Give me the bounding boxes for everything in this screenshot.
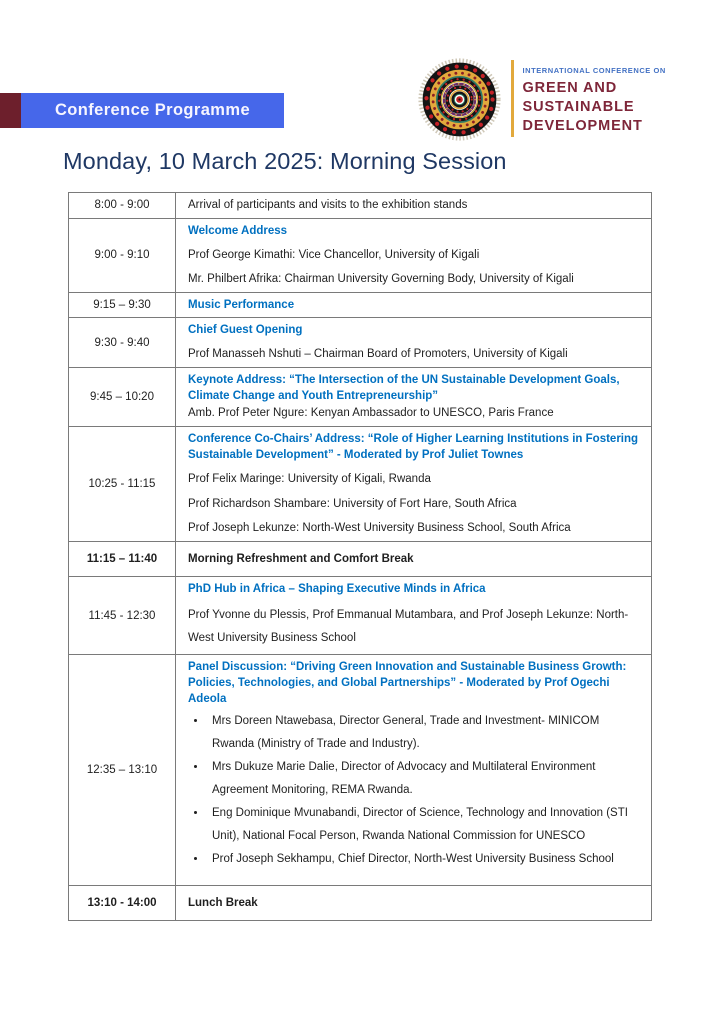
session-cell (176, 193, 652, 219)
session-title: Keynote Address: “The Intersection of the UN Sustainable Development Goals, Climate Change and Youth Entrepreneurship” (188, 373, 620, 403)
logo-name-line: DEVELOPMENT (522, 118, 643, 134)
session-text: Prof Richardson Shambare: University of Fort Hare, South Africa (188, 497, 517, 510)
schedule-row (69, 885, 652, 920)
logo-tagline: INTERNATIONAL CONFERENCE ON (522, 66, 666, 75)
session-text: Arrival of participants and visits to the exhibition stands (188, 199, 468, 211)
session-cell (176, 367, 652, 426)
time-cell: 9:45 – 10:20 (69, 367, 176, 426)
time-cell: 13:10 - 14:00 (69, 885, 176, 920)
session-title: Music Performance (188, 299, 295, 312)
session-cell (176, 318, 652, 368)
african-mandala-icon (417, 57, 502, 142)
session-cell (176, 542, 652, 577)
logo-divider (511, 60, 514, 137)
schedule-row (69, 426, 652, 541)
time-cell: 8:00 - 9:00 (69, 193, 176, 219)
banner-label: Conference Programme (54, 101, 251, 119)
speaker-bullet-item: • Mrs Dukuze Marie Dalie, Director of Advocacy and Multilateral Environment Agreement Monitoring, REMA Rwanda. (207, 756, 639, 802)
banner-accent-square (0, 93, 21, 128)
time-cell: 9:15 – 9:30 (69, 293, 176, 318)
session-cell (176, 885, 652, 920)
time-cell: 11:45 - 12:30 (69, 577, 176, 655)
session-text: Prof Joseph Lekunze: North-West University Business School, South Africa (188, 522, 571, 535)
time-cell: 9:30 - 9:40 (69, 318, 176, 368)
session-text: Prof George Kimathi: Vice Chancellor, University of Kigali (188, 248, 480, 261)
session-title: Chief Guest Opening (188, 324, 303, 337)
speaker-bullet-item: • Eng Dominique Mvunabandi, Director of Science, Technology and Innovation (STI Unit), National Focal Person, Rwanda National Commission for UNESCO (207, 802, 639, 848)
session-cell (176, 293, 652, 318)
logo-name-line: GREEN AND (522, 80, 618, 96)
schedule-row (69, 577, 652, 655)
logo-text (523, 57, 666, 136)
session-text: Mr. Philbert Afrika: Chairman University Governing Body, University of Kigali (188, 273, 574, 286)
session-text: Morning Refreshment and Comfort Break (188, 553, 414, 566)
time-cell: 12:35 – 13:10 (69, 655, 176, 885)
schedule-row (69, 193, 652, 219)
session-cell (176, 655, 652, 885)
session-text: Lunch Break (188, 896, 258, 909)
speaker-bullet-item: • Mrs Doreen Ntawebasa, Director General, Trade and Investment- MINICOM Rwanda (Ministry of Trade and Industry). (207, 710, 639, 756)
speaker-bullet-list (188, 710, 639, 871)
schedule-row (69, 293, 652, 318)
time-cell: 9:00 - 9:10 (69, 218, 176, 292)
schedule-table (68, 192, 652, 921)
schedule-row (69, 655, 652, 885)
logo-name (523, 79, 666, 136)
conference-logo (417, 57, 666, 142)
session-cell (176, 426, 652, 541)
speaker-bullet-item: • Prof Joseph Sekhampu, Chief Director, North-West University Business School (207, 848, 639, 871)
session-title: Conference Co-Chairs’ Address: “Role of Higher Learning Institutions in Fostering Sustainable Development” - Moderated by Prof Juliet Townes (188, 432, 639, 461)
session-text: Amb. Prof Peter Ngure: Kenyan Ambassador to UNESCO, Paris France (188, 407, 554, 420)
time-cell: 10:25 - 11:15 (69, 426, 176, 541)
schedule-row (69, 218, 652, 292)
conference-programme-banner (21, 93, 284, 128)
time-cell: 11:15 – 11:40 (69, 542, 176, 577)
schedule-row (69, 542, 652, 577)
session-cell (176, 218, 652, 292)
page-title: Monday, 10 March 2025: Morning Session (63, 148, 507, 174)
session-cell (176, 577, 652, 655)
session-text: Prof Manasseh Nshuti – Chairman Board of Promoters, University of Kigali (188, 348, 568, 361)
session-title: Welcome Address (188, 224, 288, 237)
banner (0, 93, 284, 128)
schedule-row (69, 318, 652, 368)
schedule-row (69, 367, 652, 426)
session-text: Prof Yvonne du Plessis, Prof Emmanual Mutambara, and Prof Joseph Lekunze: North-West University Business School (188, 609, 629, 645)
session-title: PhD Hub in Africa – Shaping Executive Minds in Africa (188, 583, 486, 596)
session-title: Panel Discussion: “Driving Green Innovation and Sustainable Business Growth: Policies, Technologies, and Global Partnerships” - Moderated by Prof Ogechi Adeola (188, 661, 627, 706)
logo-name-line: SUSTAINABLE (522, 99, 635, 115)
session-text: Prof Felix Maringe: University of Kigali, Rwanda (188, 473, 431, 486)
